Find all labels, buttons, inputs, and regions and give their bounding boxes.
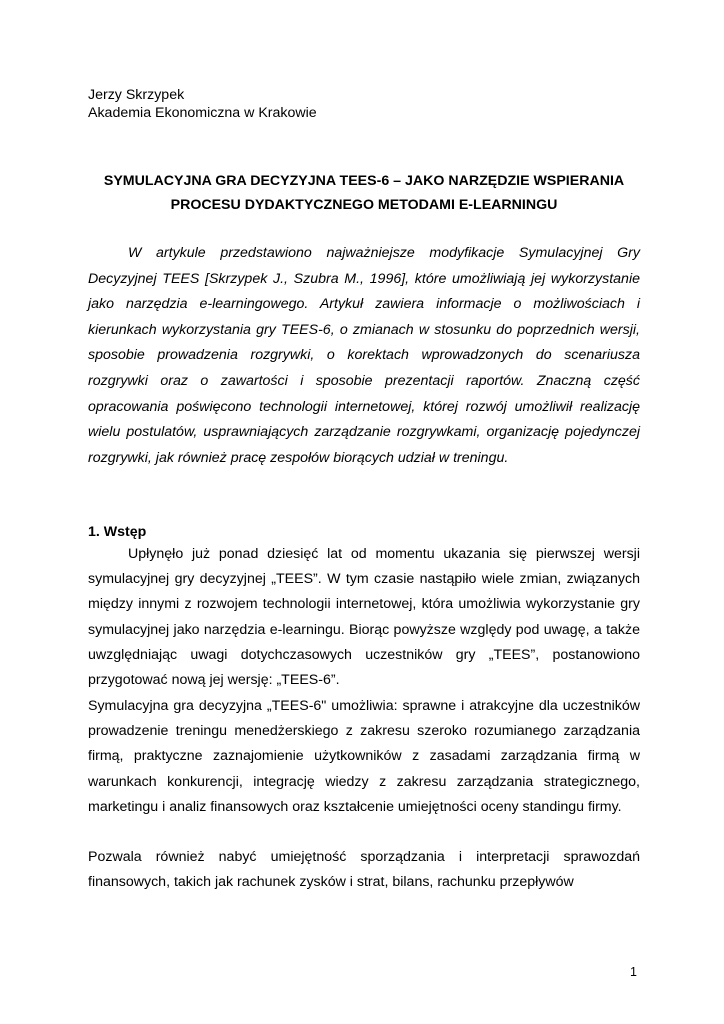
page-number: 1 xyxy=(630,965,637,979)
title-line-2: PROCESU DYDAKTYCZNEGO METODAMI E-LEARNINGU xyxy=(170,197,558,213)
author-name: Jerzy Skrzypek xyxy=(88,87,185,103)
paragraph-1: Upłynęło już ponad dziesięć lat od momentu ukazania się pierwszej wersji symulacyjnej gry decyzyjnej „TEES”. W tym czasie nastąpiło wiele zmian, związanych między innymi z rozwojem technologii internetowej, która umożliwia wykorzystanie gry symulacyjnej jako narzędzia e-learningu. Biorąc powyższe względy pod uwagę, a także uwzględniając uwagi dotychczasowych uczestników gry „TEES”, postanowiono przygotować nową jej wersję: „TEES-6”. xyxy=(88,546,640,689)
section-heading: 1. Wstęp xyxy=(88,524,147,540)
title-line-1: SYMULACYJNA GRA DECYZYJNA TEES-6 – JAKO NARZĘDZIE WSPIERANIA xyxy=(103,173,625,189)
author-affiliation: Akademia Ekonomiczna w Krakowie xyxy=(88,105,317,121)
paragraph-3: Pozwala również nabyć umiejętność sporządzania i interpretacji sprawozdań finansowych, takich jak rachunek zysków i strat, bilans, rachunku przepływów xyxy=(88,849,640,891)
abstract: W artykule przedstawiono najważniejsze modyfikacje Symulacyjnej Gry Decyzyjnej TEES [Skrzypek J., Szubra M., 1996], które umożliwiają jej wykorzystanie jako narzędzia e-learningowego. Artykuł zawiera informacje o możliwościach i kierunkach wykorzystania gry TEES-6, o zmianach w stosunku do poprzednich wersji, sposobie prowadzenia rozgrywki, o korektach wprowadzonych do scenariusza rozgrywki oraz o zawartości i sposobie prezentacji raportów. Znaczną część opracowania poświęcono technologii internetowej, której rozwój umożliwił realizację wielu postulatów, usprawniających zarządzanie rozgrywkami, organizację pojedynczej rozgrywki, jak również pracę zespołów biorących udział w treningu. xyxy=(88,245,640,466)
paragraph-2: Symulacyjna gra decyzyjna „TEES-6" umożliwia: sprawne i atrakcyjne dla uczestników prowadzenie treningu menedżerskiego z zakresu szeroko rozumianego zarządzania firmą, praktyczne zaznajomienie użytkowników z zasadami zarządzania firmą w warunkach konkurencji, integrację wiedzy z zakresu zarządzania strategicznego, marketingu i analiz finansowych oraz kształcenie umiejętności oceny standingu firmy. xyxy=(88,698,640,815)
author-block xyxy=(88,86,317,122)
